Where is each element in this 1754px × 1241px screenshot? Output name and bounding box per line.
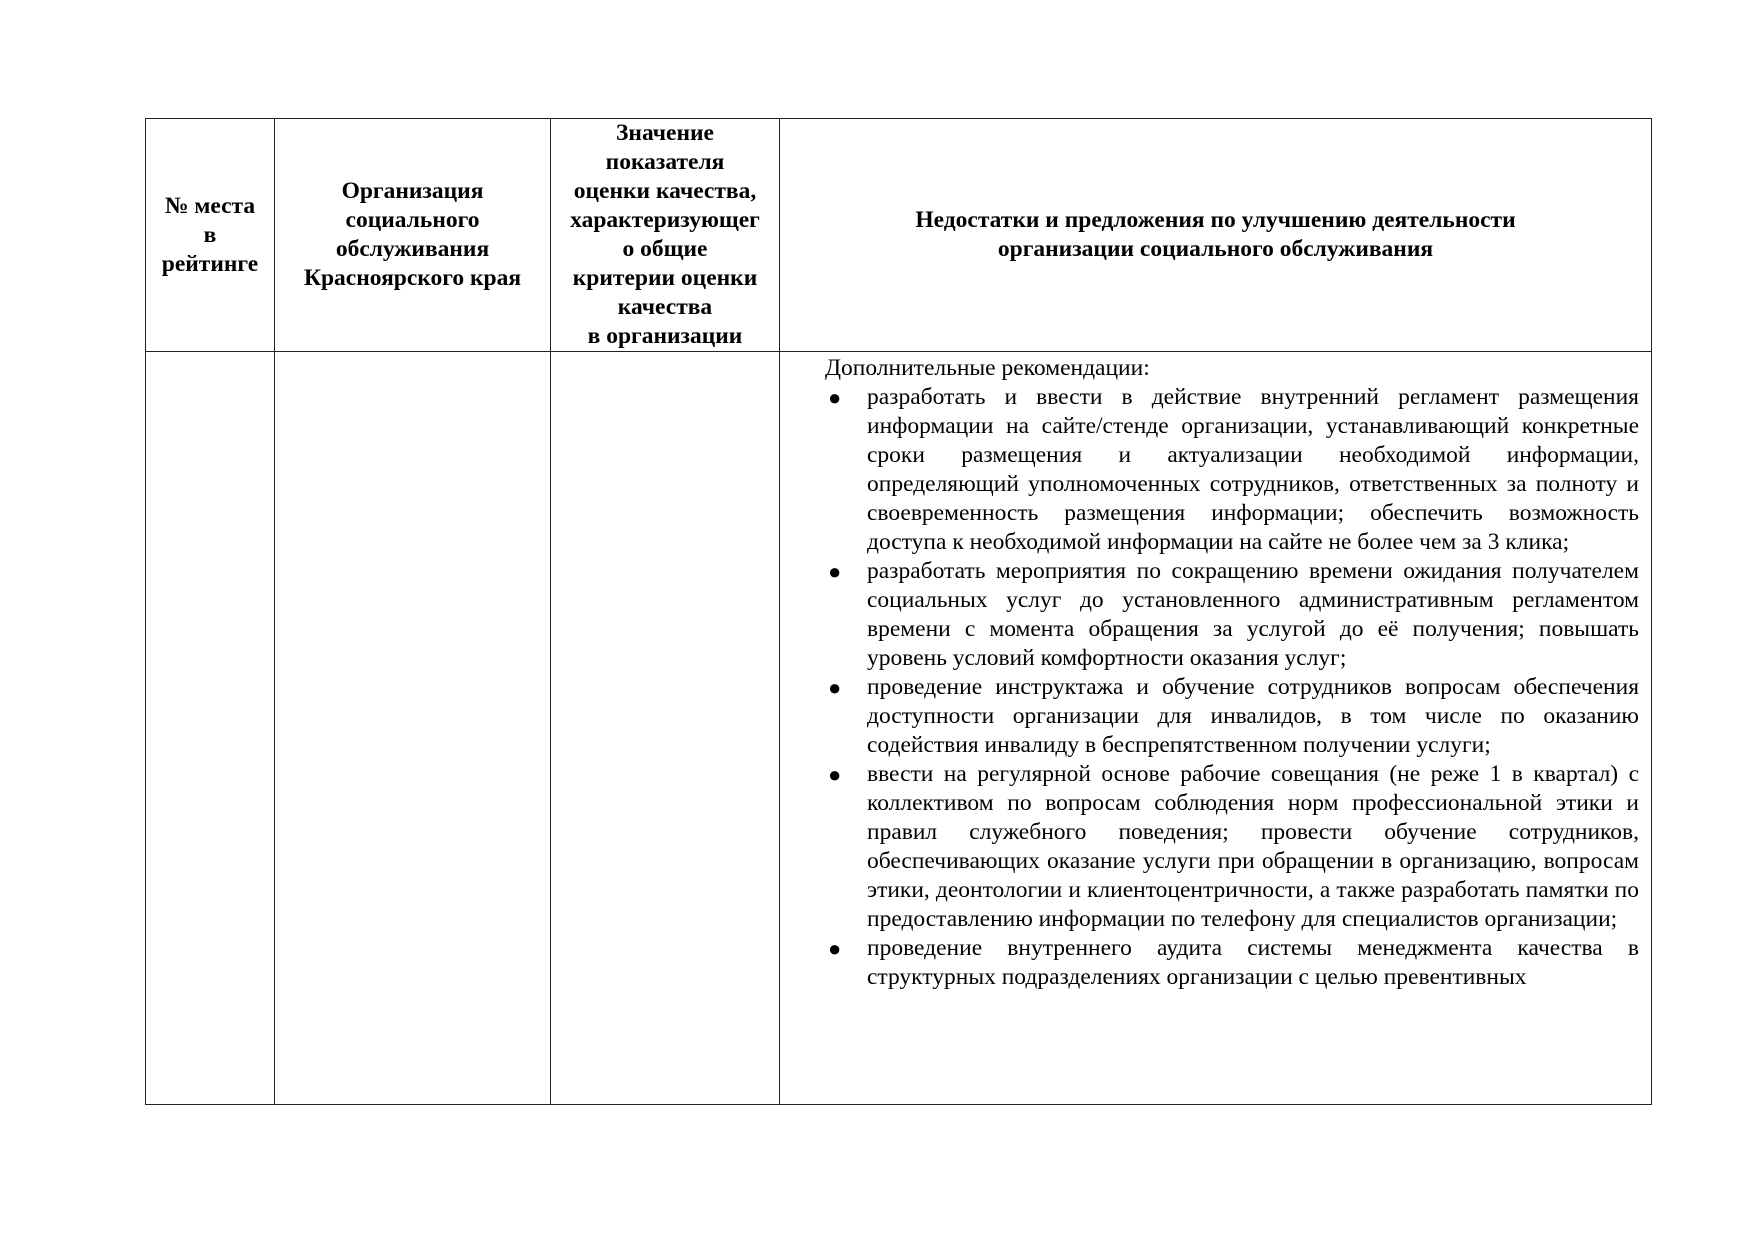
cell-organization	[275, 352, 551, 1105]
list-item: ● разработать и ввести в действие внутренний регламент размещения информации на сайте/стенде организации, устанавливающий конкретные сроки размещения и актуализации необходимой информации, определяющий уполномоченных сотрудников, ответственных за полноту и своевременность размещения информации; обеспечить возможность доступа к необходимой информации на сайте не более чем за 3 клика;	[828, 384, 1639, 555]
header-organization: Организация социального обслуживания Красноярского края	[275, 119, 551, 352]
list-item: ● проведение внутреннего аудита системы менеджмента качества в структурных подразделениях организации с целью превентивных	[828, 935, 1639, 990]
bullet-icon: ●	[828, 385, 842, 410]
list-item: ● проведение инструктажа и обучение сотрудников вопросам обеспечения доступности организации для инвалидов, в том числе по оказанию содействия инвалиду в беспрепятственном получении услуги;	[828, 674, 1639, 758]
bullet-icon: ●	[828, 675, 842, 700]
header-quality-value: Значение показателя оценки качества, характеризующег о общие критерии оценки качества в организации	[551, 119, 780, 352]
header-place: № места в рейтинге	[146, 119, 275, 352]
table-header-row	[146, 119, 1652, 352]
cell-value	[551, 352, 780, 1105]
cell-place	[146, 352, 275, 1105]
bullet-icon: ●	[828, 762, 842, 787]
list-item: ● разработать мероприятия по сокращению времени ожидания получателем социальных услуг до установленного административным регламентом времени с момента обращения за услугой до её получения; повышать уровень условий комфортности оказания услуг;	[828, 558, 1639, 671]
list-item: ● ввести на регулярной основе рабочие совещания (не реже 1 в квартал) с коллективом по вопросам соблюдения норм профессиональной этики и правил служебного поведения; провести обучение сотрудников, обеспечивающих оказание услуги при обращении в организацию, вопросам этики, деонтологии и клиентоцентричности, а также разработать памятки по предоставлению информации по телефону для специалистов организации;	[828, 761, 1639, 932]
cell-recommendations	[780, 352, 1652, 1105]
header-shortcomings: Недостатки и предложения по улучшению деятельности организации социального обслуживания	[780, 119, 1652, 352]
bullet-icon: ●	[828, 559, 842, 584]
bullet-icon: ●	[828, 936, 842, 961]
rating-table	[145, 118, 1652, 1105]
recommendations-block	[780, 352, 1651, 1104]
recommendations-heading: Дополнительные рекомендации:	[825, 355, 1150, 381]
recommendations-list	[825, 383, 1639, 992]
table-row	[146, 352, 1652, 1105]
